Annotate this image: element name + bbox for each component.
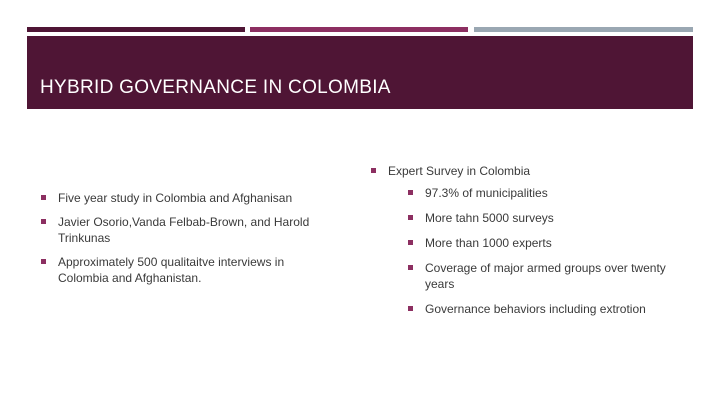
left-bullet-list <box>40 190 330 294</box>
right-bullet-list <box>370 163 690 326</box>
slide-title: HYBRID GOVERNANCE IN COLOMBIA <box>40 77 391 98</box>
accent-stripe-grey <box>474 27 693 32</box>
square-bullet-icon <box>408 306 413 311</box>
list-item <box>40 254 330 286</box>
square-bullet-icon <box>408 265 413 270</box>
square-bullet-icon <box>41 259 46 264</box>
square-bullet-icon <box>408 190 413 195</box>
bullet-text: 97.3% of municipalities <box>425 186 548 200</box>
bullet-text: Coverage of major armed groups over twenty years <box>425 261 666 291</box>
list-item <box>40 214 330 246</box>
accent-stripe-medium <box>250 27 468 32</box>
sub-bullet-list <box>388 185 690 317</box>
square-bullet-icon <box>41 219 46 224</box>
accent-stripe-dark <box>27 27 245 32</box>
bullet-text: Approximately 500 qualitaitve interviews in Colombia and Afghanistan. <box>58 255 285 285</box>
list-item <box>407 210 690 226</box>
bullet-text: Governance behaviors including extrotion <box>425 302 646 316</box>
bullet-text: Expert Survey in Colombia <box>388 164 531 178</box>
list-item <box>407 260 690 292</box>
bullet-text: Five year study in Colombia and Afghanisan <box>58 191 293 205</box>
square-bullet-icon <box>371 168 376 173</box>
bullet-text: More than 1000 experts <box>425 236 552 250</box>
title-bar <box>27 36 693 109</box>
list-item <box>407 235 690 251</box>
list-item <box>407 301 690 317</box>
list-item <box>40 190 330 206</box>
bullet-text: Javier Osorio,Vanda Felbab-Brown, and Harold Trinkunas <box>58 215 310 245</box>
square-bullet-icon <box>408 240 413 245</box>
list-item <box>407 185 690 201</box>
square-bullet-icon <box>408 215 413 220</box>
bullet-text: More tahn 5000 surveys <box>425 211 554 225</box>
square-bullet-icon <box>41 195 46 200</box>
list-item <box>370 163 690 317</box>
